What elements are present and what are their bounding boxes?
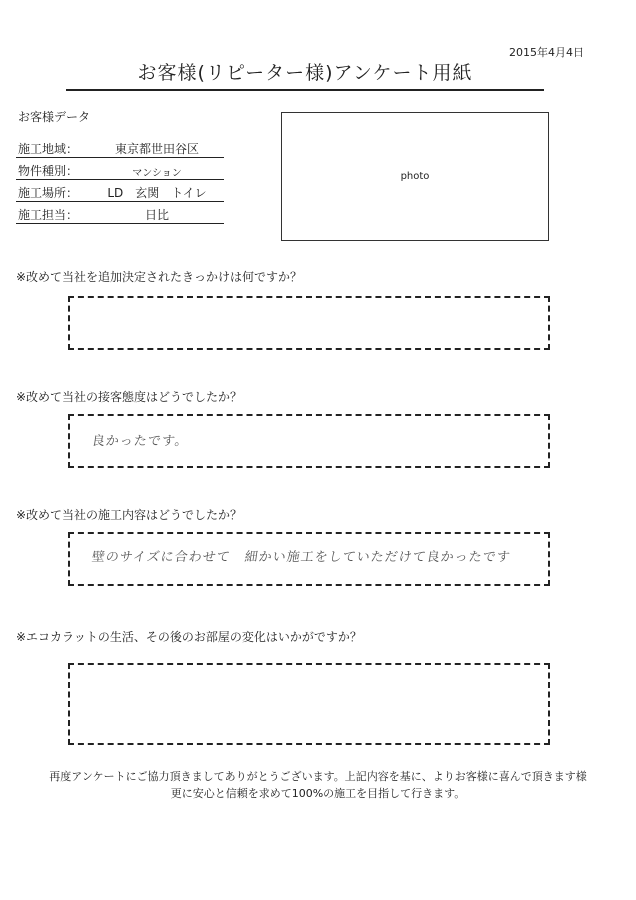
question-4: ※エコカラットの生活、その後のお部屋の変化はいかがですか？ <box>16 630 362 644</box>
answer-box-2 <box>68 414 550 468</box>
customer-row-staff <box>16 202 224 224</box>
question-3: ※改めて当社の施工内容はどうでしたか？ <box>16 508 243 522</box>
page-title: お客様(リピーター様)アンケート用紙 <box>66 58 544 91</box>
customer-label: 物件種別： <box>18 164 79 178</box>
customer-data-table <box>16 136 224 224</box>
answer-box-4 <box>68 663 550 745</box>
question-1: ※改めて当社を追加決定されたきっかけは何ですか？ <box>16 270 303 284</box>
customer-label: 施工担当： <box>18 208 79 222</box>
footer-note <box>16 768 620 802</box>
customer-value: 日比 <box>144 208 169 222</box>
footer-line-2: 更に安心と信頼を求めて100%の施工を目指して行きます。 <box>170 787 466 800</box>
customer-data-heading: お客様データ <box>18 110 91 124</box>
customer-row-property-type <box>16 158 224 180</box>
photo-placeholder <box>281 112 549 241</box>
customer-value: マンション <box>132 168 182 179</box>
customer-label: 施工地域： <box>18 142 79 156</box>
answer-text-3: 壁のサイズに合わせて 細かい施工をしていただけて良かったです <box>90 550 512 565</box>
customer-value: 東京都世田谷区 <box>114 142 199 156</box>
customer-row-area <box>16 136 224 158</box>
customer-row-location <box>16 180 224 202</box>
customer-label: 施工場所： <box>18 186 79 200</box>
customer-value: LD 玄関 トイレ <box>107 186 207 200</box>
question-2: ※改めて当社の接客態度はどうでしたか？ <box>16 390 243 404</box>
survey-date: 2015年4月4日 <box>509 46 584 59</box>
footer-line-1: 再度アンケートにご協力頂きましてありがとうございます。上記内容を基に、よりお客様に喜んで頂きます様 <box>49 770 587 783</box>
answer-box-1 <box>68 296 550 350</box>
photo-label: photo <box>400 171 430 182</box>
answer-box-3 <box>68 532 550 586</box>
answer-text-2: 良かったです。 <box>90 434 190 449</box>
